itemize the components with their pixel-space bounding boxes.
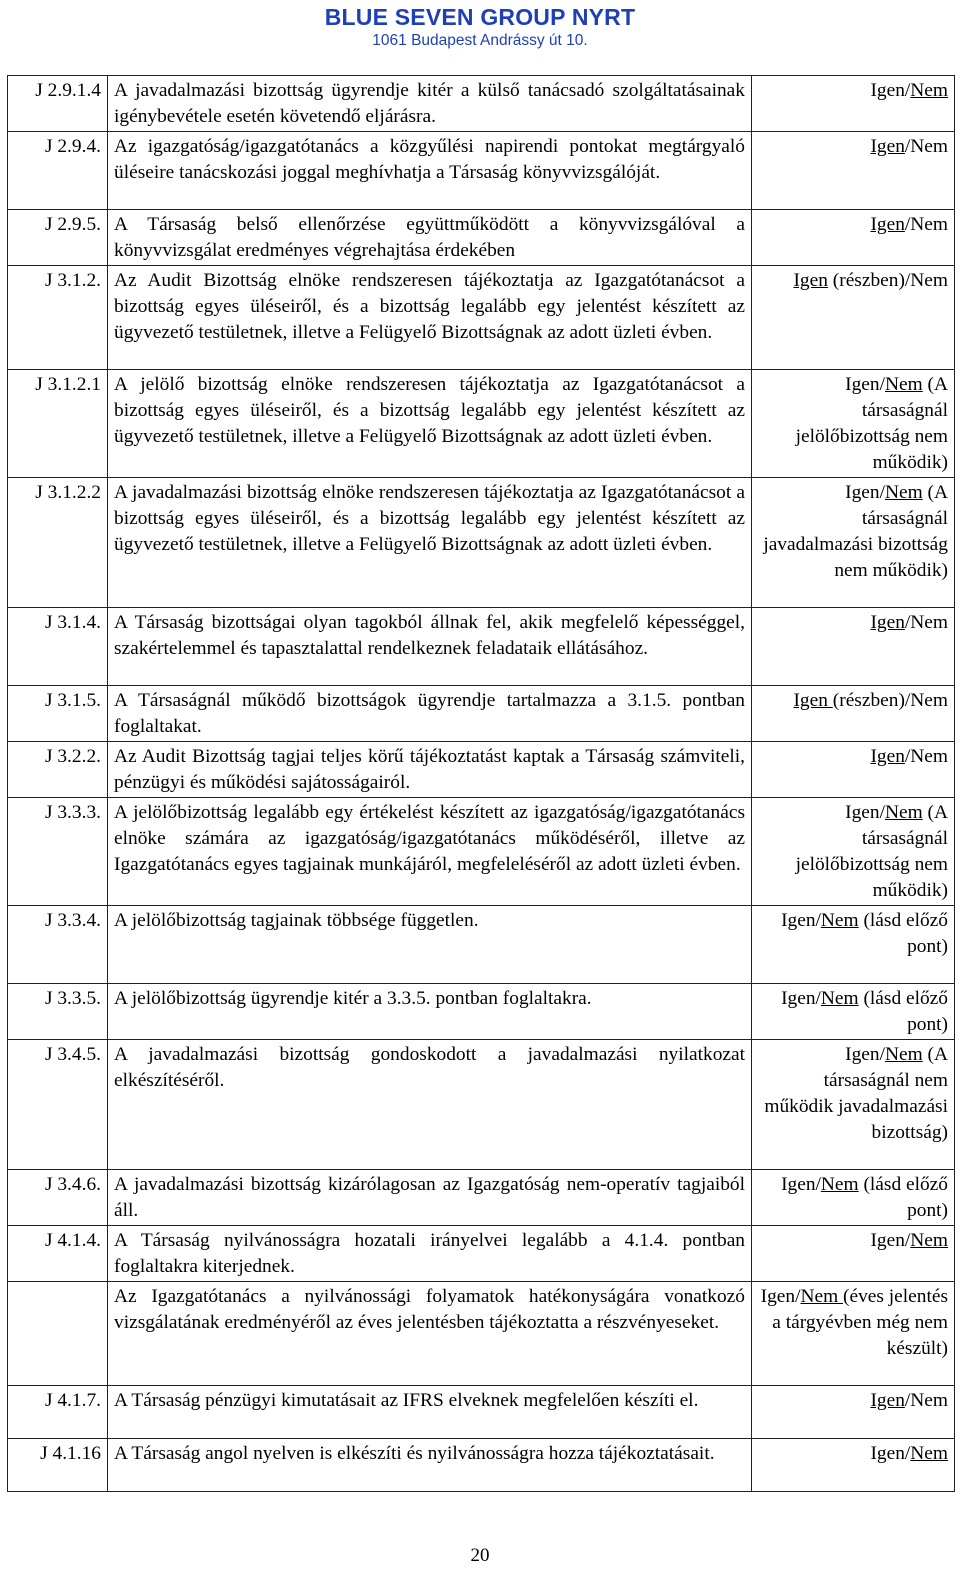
rule-description: A javadalmazási bizottság kizárólagosan az Igazgatóság nem-operatív tagjaiból áll.	[108, 1170, 752, 1226]
status-selected: Igen	[870, 1390, 905, 1411]
status-suffix: (A társaságnál jelölőbizottság nem működik)	[795, 374, 948, 473]
status-prefix: Igen/	[870, 1443, 911, 1464]
status-selected: Nem	[910, 80, 948, 101]
rule-description: A javadalmazási bizottság ügyrendje kitér a külső tanácsadó szolgáltatásainak igénybevétele esetén követendő eljárásra.	[108, 76, 752, 132]
rule-code: J 3.3.5.	[8, 984, 108, 1040]
table-row	[8, 906, 955, 984]
table-row	[8, 370, 955, 478]
rule-description: A javadalmazási bizottság elnöke rendszeresen tájékoztatja az Igazgatótanácsot a bizottság egyes üléseiről, és a bizottság legalább egy jelentést készített az ügyvezető testületnek, illetve a Felügyelő Bizottságnak az adott üzleti évben.	[108, 478, 752, 608]
status-suffix: /Nem	[904, 1390, 948, 1411]
compliance-status	[752, 1226, 955, 1282]
compliance-status	[752, 266, 955, 370]
rule-description: A Társaság belső ellenőrzése együttműködött a könyvvizsgálóval a könyvvizsgálat eredményes végrehajtása érdekében	[108, 210, 752, 266]
status-suffix: /Nem	[904, 214, 948, 235]
compliance-status	[752, 1282, 955, 1386]
rule-description: A Társaság pénzügyi kimutatásait az IFRS elveknek megfelelően készíti el.	[108, 1386, 752, 1439]
table-row	[8, 608, 955, 686]
rule-description: A Társaság bizottságai olyan tagokból állnak fel, akik megfelelő képességgel, szakértelemmel és tapasztalattal rendelkeznek feladataik ellátásához.	[108, 608, 752, 686]
status-prefix: Igen/	[781, 910, 821, 931]
compliance-status	[752, 742, 955, 798]
rule-code: J 2.9.4.	[8, 132, 108, 210]
status-suffix: /Nem	[904, 136, 948, 157]
compliance-status	[752, 1386, 955, 1439]
status-prefix: Igen/	[781, 1174, 821, 1195]
rule-description: Az Igazgatótanács a nyilvánossági folyamatok hatékonyságára vonatkozó vizsgálatának eredményéről az éves jelentésben tájékoztatta a részvényeseket.	[108, 1282, 752, 1386]
table-row	[8, 1439, 955, 1492]
table-row	[8, 686, 955, 742]
compliance-status	[752, 984, 955, 1040]
rule-code: J 3.4.6.	[8, 1170, 108, 1226]
compliance-status	[752, 132, 955, 210]
rule-code	[8, 1282, 108, 1386]
compliance-status	[752, 608, 955, 686]
status-suffix: /Nem	[904, 612, 948, 633]
table-row	[8, 1386, 955, 1439]
status-suffix: (éves jelentés a tárgyévben még nem készült)	[772, 1286, 948, 1359]
rule-description: A javadalmazási bizottság gondoskodott a javadalmazási nyilatkozat elkészítéséről.	[108, 1040, 752, 1170]
compliance-status	[752, 210, 955, 266]
status-suffix: (lásd előző pont)	[858, 910, 948, 957]
compliance-status	[752, 1439, 955, 1492]
status-prefix: Igen/	[845, 1044, 885, 1065]
rule-code: J 4.1.16	[8, 1439, 108, 1492]
status-suffix: (lásd előző pont)	[858, 1174, 948, 1221]
rule-description: A Társaságnál működő bizottságok ügyrendje tartalmazza a 3.1.5. pontban foglaltakat.	[108, 686, 752, 742]
compliance-status	[752, 686, 955, 742]
table-row	[8, 1040, 955, 1170]
rule-description: A Társaság nyilvánosságra hozatali irányelvei legalább a 4.1.4. pontban foglaltakra kiterjednek.	[108, 1226, 752, 1282]
status-selected: Igen	[870, 612, 905, 633]
table-row	[8, 478, 955, 608]
table-row	[8, 210, 955, 266]
compliance-status	[752, 798, 955, 906]
status-suffix: (A társaságnál nem működik javadalmazási bizottság)	[764, 1044, 948, 1143]
rule-code: J 2.9.5.	[8, 210, 108, 266]
status-selected: Nem	[820, 1174, 859, 1195]
status-suffix: (A társaságnál javadalmazási bizottság nem működik)	[763, 482, 948, 581]
status-selected: Nem	[884, 802, 923, 823]
rule-code: J 2.9.1.4	[8, 76, 108, 132]
rule-code: J 3.3.4.	[8, 906, 108, 984]
rule-code: J 4.1.4.	[8, 1226, 108, 1282]
status-prefix: Igen/	[845, 374, 885, 395]
status-selected: Nem	[884, 482, 923, 503]
table-row	[8, 132, 955, 210]
table-row	[8, 266, 955, 370]
rule-code: J 3.1.5.	[8, 686, 108, 742]
status-selected: Nem	[800, 1286, 844, 1307]
compliance-table-body	[8, 76, 955, 1492]
rule-code: J 4.1.7.	[8, 1386, 108, 1439]
status-selected: Igen	[793, 690, 833, 711]
table-row	[8, 76, 955, 132]
rule-description: Az igazgatóság/igazgatótanács a közgyűlési napirendi pontokat megtárgyaló üléseire tanácskozási joggal meghívhatja a Társaság könyvvizsgálóját.	[108, 132, 752, 210]
compliance-table	[7, 75, 955, 1492]
compliance-status	[752, 906, 955, 984]
table-row	[8, 798, 955, 906]
table-row	[8, 984, 955, 1040]
status-selected: Nem	[884, 374, 923, 395]
status-prefix: Igen/	[870, 80, 911, 101]
status-selected: Igen	[793, 270, 828, 291]
status-suffix: (részben)/Nem	[827, 270, 948, 291]
rule-description: Az Audit Bizottság elnöke rendszeresen tájékoztatja az Igazgatótanácsot a bizottság egyes üléseiről, és a bizottság legalább egy jelentést készített az ügyvezető testületnek, illetve a Felügyelő Bizottságnak az adott üzleti évben.	[108, 266, 752, 370]
table-row	[8, 1170, 955, 1226]
status-prefix: Igen/	[781, 988, 821, 1009]
compliance-status	[752, 478, 955, 608]
table-row	[8, 1282, 955, 1386]
rule-code: J 3.1.2.1	[8, 370, 108, 478]
status-selected: Nem	[820, 988, 859, 1009]
status-selected: Nem	[910, 1230, 948, 1251]
status-selected: Igen	[870, 746, 905, 767]
rule-description: A jelölőbizottság legalább egy értékelést készített az igazgatóság/igazgatótanács elnöke számára az igazgatóság/igazgatótanács működéséről, illetve az Igazgatótanács egyes tagjainak munkájáról, megfeleléséről az adott üzleti évben.	[108, 798, 752, 906]
compliance-status	[752, 1040, 955, 1170]
rule-description: A jelölőbizottság tagjainak többsége független.	[108, 906, 752, 984]
rule-description: A jelölő bizottság elnöke rendszeresen tájékoztatja az Igazgatótanácsot a bizottság egyes üléseiről, és a bizottság legalább egy jelentést készített az ügyvezető testületnek, illetve a Felügyelő Bizottságnak az adott üzleti évben.	[108, 370, 752, 478]
compliance-status	[752, 1170, 955, 1226]
table-row	[8, 1226, 955, 1282]
rule-description: A Társaság angol nyelven is elkészíti és nyilvánosságra hozza tájékoztatásait.	[108, 1439, 752, 1492]
status-suffix: (lásd előző pont)	[858, 988, 948, 1035]
rule-code: J 3.1.4.	[8, 608, 108, 686]
rule-code: J 3.4.5.	[8, 1040, 108, 1170]
compliance-status	[752, 370, 955, 478]
table-row	[8, 742, 955, 798]
status-selected: Nem	[910, 1443, 948, 1464]
rule-description: Az Audit Bizottság tagjai teljes körű tájékoztatást kaptak a Társaság számviteli, pénzügyi és működési sajátosságairól.	[108, 742, 752, 798]
compliance-status	[752, 76, 955, 132]
company-name: BLUE SEVEN GROUP NYRT	[324, 4, 636, 30]
status-suffix: (A társaságnál jelölőbizottság nem működik)	[795, 802, 948, 901]
page-number: 20	[470, 1545, 490, 1566]
status-prefix: Igen/	[845, 482, 885, 503]
rule-code: J 3.1.2.2	[8, 478, 108, 608]
status-selected: Igen	[870, 136, 905, 157]
rule-code: J 3.1.2.	[8, 266, 108, 370]
rule-code: J 3.2.2.	[8, 742, 108, 798]
status-prefix: Igen/	[845, 802, 885, 823]
status-suffix: /Nem	[904, 746, 948, 767]
status-selected: Igen	[870, 214, 905, 235]
status-prefix: Igen/	[760, 1286, 801, 1307]
status-selected: Nem	[820, 910, 859, 931]
company-address: 1061 Budapest Andrássy út 10.	[372, 32, 588, 49]
rule-code: J 3.3.3.	[8, 798, 108, 906]
status-prefix: Igen/	[870, 1230, 911, 1251]
rule-description: A jelölőbizottság ügyrendje kitér a 3.3.5. pontban foglaltakra.	[108, 984, 752, 1040]
status-selected: Nem	[884, 1044, 923, 1065]
status-suffix: (részben)/Nem	[832, 690, 948, 711]
